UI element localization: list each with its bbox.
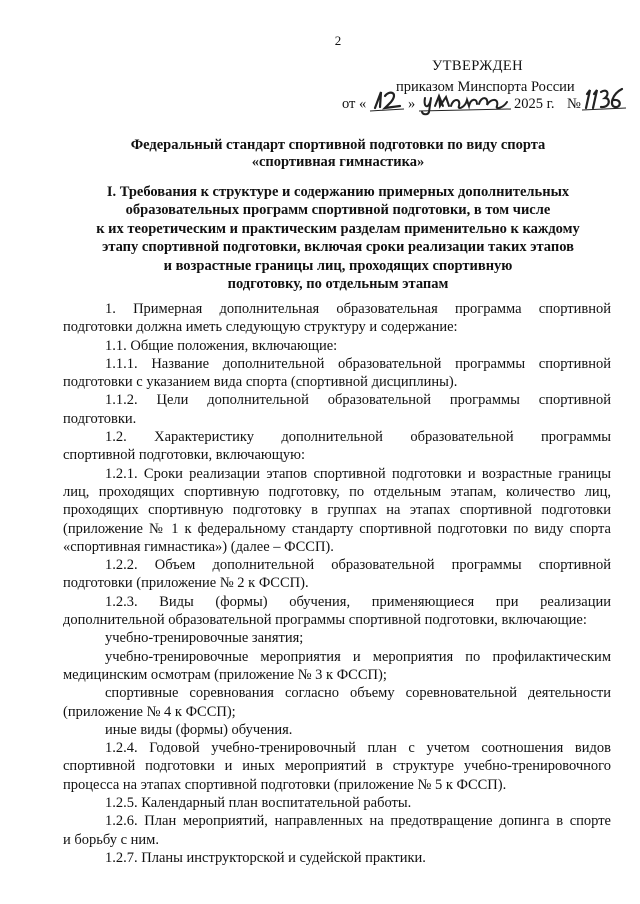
paragraph-1-1-2-rest: подготовки. (63, 410, 137, 427)
title-line: «спортивная гимнастика» (251, 154, 425, 170)
date-quote-close: » (408, 96, 416, 112)
approval-date-line (342, 96, 632, 118)
body-text (63, 300, 611, 867)
paragraph-1-2-7: 1.2.7. Планы инструкторской и судейской практики. (105, 849, 426, 866)
paragraph-1-1-1-line: 1.1.1. Название дополнительной образовательной программы спортивной (105, 355, 611, 372)
paragraph-1-line: 1. Примерная дополнительная образовательная программа спортивной (105, 301, 611, 317)
paragraph-1-2-1-line: 1.2.1. Сроки реализации этапов спортивной подготовки и возрастные границы (105, 465, 611, 482)
paragraph-1-1-1-rest: подготовки с указанием вида спорта (спортивной дисциплины). (63, 374, 458, 391)
paragraph-1-2-2-line: 1.2.2. Объем дополнительной образовательной программы спортивной (105, 557, 611, 574)
paragraph-1-2-3-rest: дополнительной образовательной программы спортивной подготовки, включающие: (63, 612, 587, 629)
list-item-other-forms: иные виды (формы) обучения. (105, 721, 293, 738)
section-heading-line: к их теоретическим и практическим разделам применительно к каждому (96, 220, 580, 237)
paragraph-1-2-4-line: 1.2.4. Годовой учебно-тренировочный план с учетом соотношения видов (105, 740, 611, 757)
paragraph-1-rest: подготовки должна иметь следующую структуру и содержание: (63, 319, 458, 336)
section-heading-line: подготовку, по отдельным этапам (227, 276, 449, 293)
section-heading-line: этапу спортивной подготовки, включая сроки реализации таких этапов (102, 239, 574, 256)
handwritten-day-signature (370, 88, 406, 114)
handwritten-number-signature (582, 86, 626, 114)
list-item-competitions-rest: (приложение № 4 к ФССП); (63, 703, 236, 720)
handwritten-month-signature (419, 88, 511, 116)
paragraph-1-2-line: 1.2. Характеристику дополнительной образовательной программы (105, 429, 611, 446)
title-line: Федеральный стандарт спортивной подготовки по виду спорта (130, 137, 546, 153)
date-year: 2025 г. (514, 96, 555, 112)
approval-stamp-word: УТВЕРЖДЕН (432, 58, 524, 74)
section-heading-line: образовательных программ спортивной подготовки, в том числе (125, 202, 551, 219)
paragraph-1-2-5: 1.2.5. Календарный план воспитательной работы. (105, 795, 412, 812)
date-prefix: от « (342, 96, 367, 112)
page-number: 2 (334, 33, 342, 48)
paragraph-1-2-6-line: 1.2.6. План мероприятий, направленных на предотвращение допинга в спорте (105, 813, 611, 830)
list-item-training-events-rest: медицинским осмотрам (приложение № 3 к ФССП); (63, 666, 387, 683)
paragraph-1-2-rest: спортивной подготовки, включающую: (63, 447, 305, 464)
paragraph-1-2-6-rest: и борьбу с ним. (63, 831, 159, 848)
list-item-competitions-line: спортивные соревнования согласно объему соревновательной деятельности (105, 685, 611, 702)
number-prefix: № (567, 96, 581, 112)
approval-order-line: приказом Минспорта России (396, 79, 575, 95)
list-item-training-sessions: учебно-тренировочные занятия; (105, 630, 304, 647)
paragraph-1-2-3-line: 1.2.3. Виды (формы) обучения, применяющиеся при реализации (105, 593, 611, 610)
paragraph-1-2-1-rest: лиц, проходящих спортивную подготовку, по отдельным этапам, количество лиц, проходящих спортивную подготовку в группах на этапах спортивной подготовки (приложение № 1 к федеральному стандарту спортивной подготовки по виду спорта «спортивная гимнастика») (далее – ФССП). (63, 483, 611, 555)
section-heading-line: I. Требования к структуре и содержанию примерных дополнительных (106, 184, 570, 200)
list-item-training-events-line: учебно-тренировочные мероприятия и мероприятия по профилактическим (105, 648, 611, 665)
paragraph-1-1-2-line: 1.1.2. Цели дополнительной образовательной программы спортивной (105, 392, 611, 409)
paragraph-1-2-4-rest: спортивной подготовки и иных мероприятий в структуре учебно-тренировочного процесса на этапах спортивной подготовки (приложение № 5 к ФССП). (63, 758, 611, 793)
section-heading-line: и возрастные границы лиц, проходящих спортивную (163, 257, 513, 274)
paragraph-1-2-2-rest: подготовки (приложение № 2 к ФССП). (63, 575, 309, 592)
section-heading (0, 183, 640, 293)
paragraph-1-1: 1.1. Общие положения, включающие: (105, 337, 338, 354)
document-title (0, 137, 640, 171)
